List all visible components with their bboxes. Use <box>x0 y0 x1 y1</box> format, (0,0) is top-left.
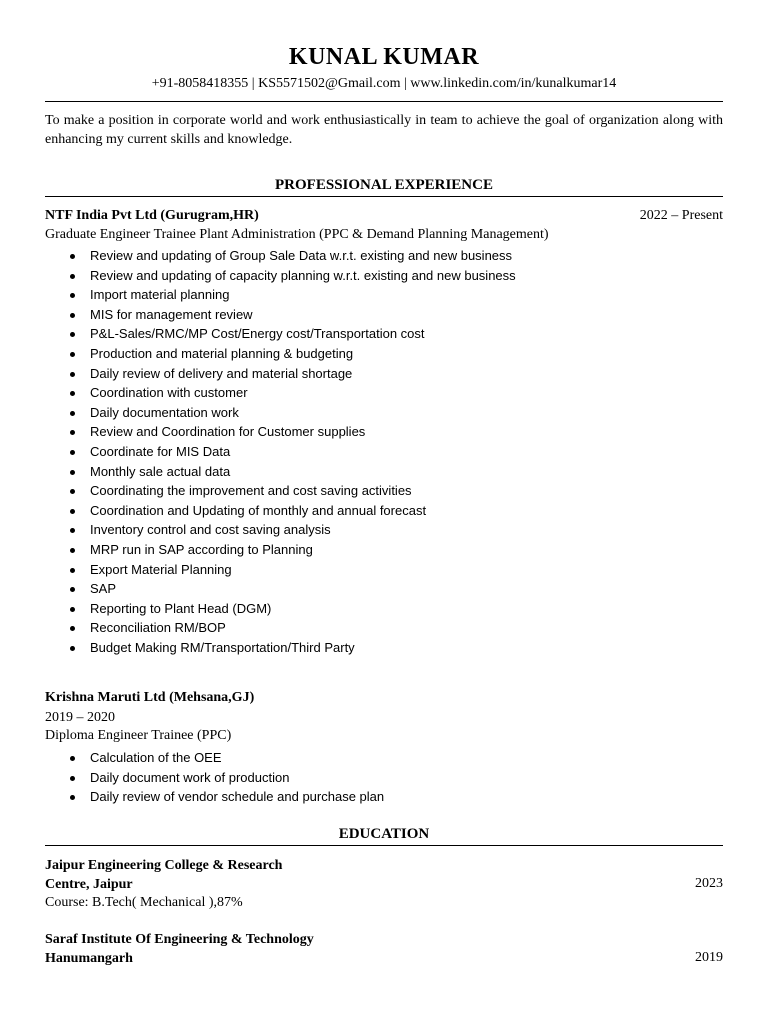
bullet-icon <box>70 274 75 279</box>
job-duties-list <box>45 748 384 807</box>
bullet-icon <box>70 795 75 800</box>
bullet-icon <box>70 548 75 553</box>
course-detail: Course: B.Tech( Mechanical ),87% <box>45 895 243 910</box>
divider <box>45 845 723 846</box>
divider <box>45 101 723 102</box>
bullet-icon <box>70 528 75 533</box>
list-item: Inventory control and cost saving analysis <box>45 520 516 540</box>
list-item: Export Material Planning <box>45 560 516 580</box>
bullet-icon <box>70 293 75 298</box>
bullet-icon <box>70 568 75 573</box>
education-entry <box>45 856 723 912</box>
list-item: Coordination and Updating of monthly and annual forecast <box>45 501 516 521</box>
section-title-experience: PROFESSIONAL EXPERIENCE <box>275 177 493 193</box>
list-item: Reporting to Plant Head (DGM) <box>45 599 516 619</box>
institution-location: Centre, Jaipur <box>45 877 133 892</box>
list-item: Daily document work of production <box>45 768 384 788</box>
list-item: Coordinate for MIS Data <box>45 442 516 462</box>
graduation-year: 2023 <box>695 876 723 891</box>
job-duties-list <box>45 246 516 657</box>
bullet-icon <box>70 254 75 259</box>
bullet-icon <box>70 470 75 475</box>
job-role: Graduate Engineer Trainee Plant Administration (PPC & Demand Planning Management) <box>45 227 549 242</box>
divider <box>45 196 723 197</box>
graduation-year: 2019 <box>695 950 723 965</box>
education-entry <box>45 930 723 968</box>
job-dates: 2022 – Present <box>639 208 723 223</box>
list-item: P&L-Sales/RMC/MP Cost/Energy cost/Transportation cost <box>45 324 516 344</box>
job-role: Diploma Engineer Trainee (PPC) <box>45 728 232 743</box>
bullet-icon <box>70 352 75 357</box>
list-item: SAP <box>45 579 516 599</box>
company-name: Krishna Maruti Ltd (Mehsana,GJ) <box>45 690 255 705</box>
bullet-icon <box>70 646 75 651</box>
list-item: Review and Coordination for Customer supplies <box>45 422 516 442</box>
list-item: Review and updating of Group Sale Data w.r.t. existing and new business <box>45 246 516 266</box>
institution-name: Saraf Institute Of Engineering & Technology <box>45 932 314 947</box>
bullet-icon <box>70 430 75 435</box>
bullet-icon <box>70 626 75 631</box>
bullet-icon <box>70 313 75 318</box>
list-item: MRP run in SAP according to Planning <box>45 540 516 560</box>
list-item: Daily review of vendor schedule and purchase plan <box>45 787 384 807</box>
bullet-icon <box>70 587 75 592</box>
list-item: Reconciliation RM/BOP <box>45 618 516 638</box>
section-title-education: EDUCATION <box>338 826 430 842</box>
institution-location: Hanumangarh <box>45 951 133 966</box>
bullet-icon <box>70 332 75 337</box>
list-item: Coordination with customer <box>45 383 516 403</box>
bullet-icon <box>70 776 75 781</box>
bullet-icon <box>70 509 75 514</box>
candidate-name: KUNAL KUMAR <box>288 44 480 70</box>
bullet-icon <box>70 391 75 396</box>
list-item: Import material planning <box>45 285 516 305</box>
bullet-icon <box>70 411 75 416</box>
job-dates: 2019 – 2020 <box>45 710 115 725</box>
company-name: NTF India Pvt Ltd (Gurugram,HR) <box>45 208 259 223</box>
list-item: Calculation of the OEE <box>45 748 384 768</box>
list-item: Production and material planning & budgeting <box>45 344 516 364</box>
list-item: Monthly sale actual data <box>45 462 516 482</box>
list-item: MIS for management review <box>45 305 516 325</box>
objective-text: To make a position in corporate world and work enthusiastically in team to achieve the goal of organization along with enhancing my current skills and knowledge. <box>45 113 723 147</box>
list-item: Daily documentation work <box>45 403 516 423</box>
list-item: Coordinating the improvement and cost saving activities <box>45 481 516 501</box>
job-header <box>45 690 723 706</box>
bullet-icon <box>70 756 75 761</box>
list-item: Daily review of delivery and material shortage <box>45 364 516 384</box>
bullet-icon <box>70 607 75 612</box>
bullet-icon <box>70 450 75 455</box>
institution-name: Jaipur Engineering College & Research <box>45 858 283 873</box>
list-item: Review and updating of capacity planning w.r.t. existing and new business <box>45 266 516 286</box>
contact-line: +91-8058418355 | KS5571502@Gmail.com | www.linkedin.com/in/kunalkumar14 <box>151 76 617 91</box>
bullet-icon <box>70 372 75 377</box>
job-header <box>45 208 723 224</box>
list-item: Budget Making RM/Transportation/Third Party <box>45 638 516 658</box>
bullet-icon <box>70 489 75 494</box>
